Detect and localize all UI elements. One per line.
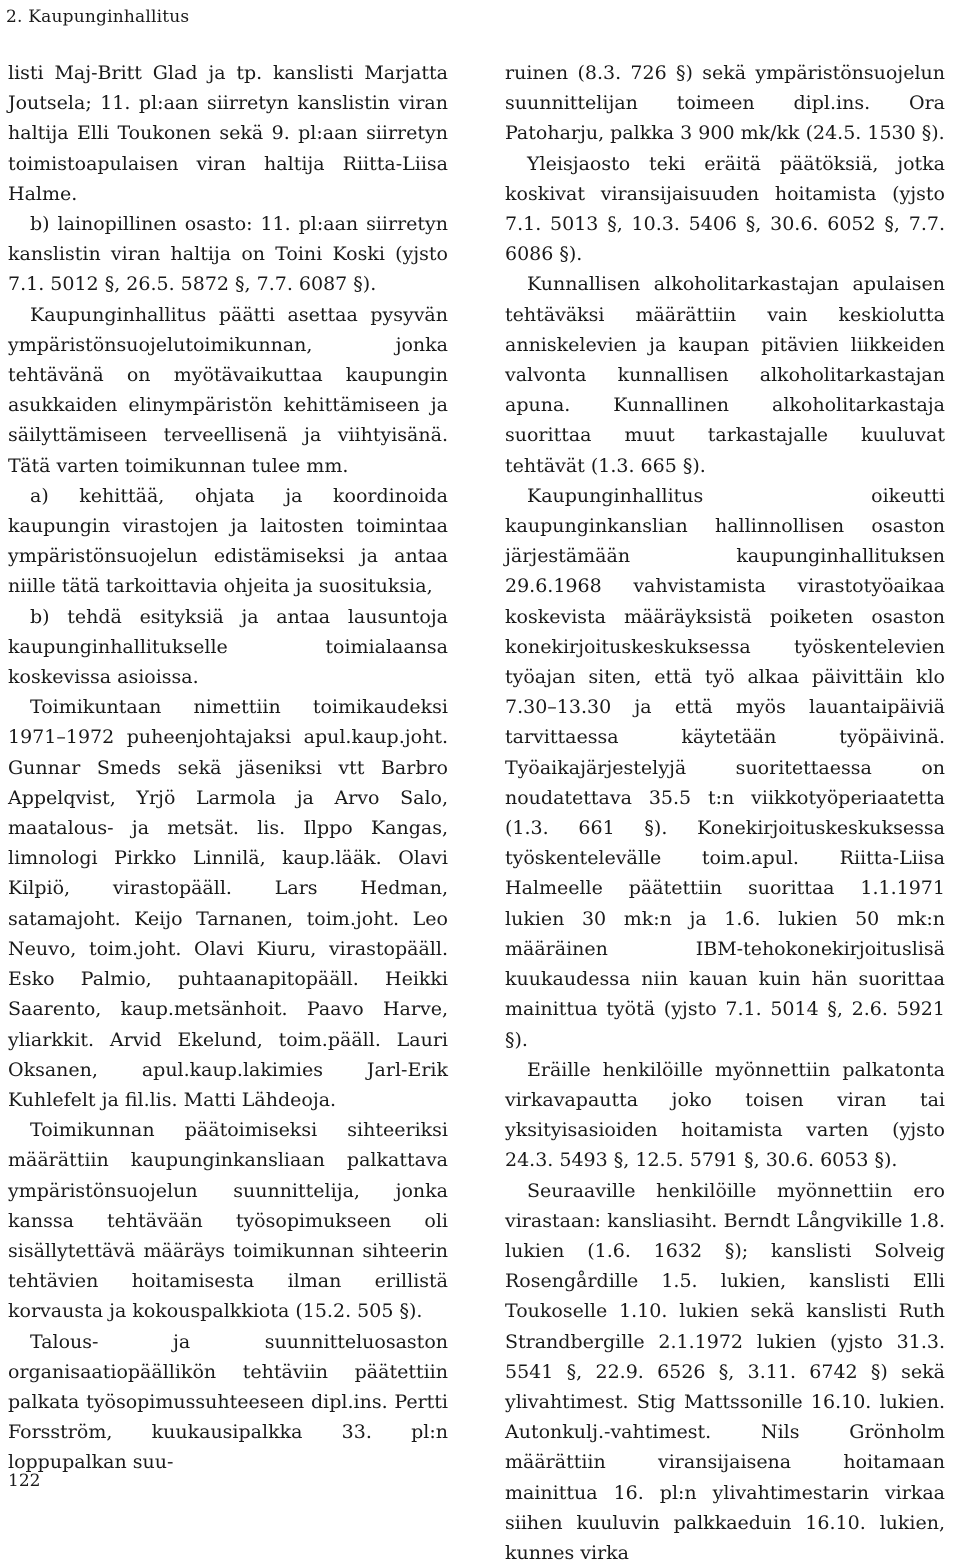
paragraph: Talous- ja suunnitteluosaston organisaatiopäällikön tehtäviin päätettiin palkata työsopimussuhteeseen dipl.ins. Pertti Forsström, kuukausipalkka 33. pl:n loppupalkan suu- (8, 1330, 448, 1474)
page-number: 122 (8, 1471, 41, 1491)
paragraph: Eräille henkilöille myönnettiin palkatonta virkavapautta joko toisen viran tai yksityisasioiden hoitamista varten (yjsto 24.3. 5493 §, 12.5. 5791 §, 30.6. 6053 §). (505, 1058, 945, 1172)
paragraph: Kunnallisen alkoholitarkastajan apulaisen tehtäväksi määrättiin vain keskiolutta anniskelevien ja kaupan pitävien liikkeiden valvonta kunnallisen alkoholitarkastajan apuna. Kunnallinen alkoholitarkastaja suorittaa muut tarkastajalle kuuluvat tehtävät (1.3. 665 §). (505, 273, 945, 477)
right-text-column (505, 58, 945, 1568)
paragraph: listi Maj-Britt Glad ja tp. kanslisti Marjatta Joutsela; 11. pl:aan siirretyn kanslistin viran haltija Elli Toukonen sekä 9. pl:aan siirretyn toimistoapulaisen viran haltija Riitta-Liisa Halme. (8, 62, 448, 205)
paragraph: Toimikunnan päätoimiseksi sihteeriksi määrättiin kaupunginkansliaan palkattava ympäristönsuojelun suunnittelija, jonka kanssa tehtävään työsopimukseen oli sisällytettävä määräys toimikunnan sihteerin tehtävien hoitamisesta ilman erillistä korvausta ja kokouspalkkiota (15.2. 505 §). (8, 1119, 448, 1323)
paragraph: a) kehittää, ohjata ja koordinoida kaupungin virastojen ja laitosten toimintaa ympäristönsuojelun edistämiseksi ja antaa niille tätä tarkoittavia ohjeita ja suosituksia, (8, 484, 448, 598)
paragraph: Yleisjaosto teki eräitä päätöksiä, jotka koskivat viransijaisuuden hoitamista (yjsto 7.1. 5013 §, 10.3. 5406 §, 30.6. 6052 §, 7.7. 6086 §). (505, 152, 945, 266)
paragraph: b) lainopillinen osasto: 11. pl:aan siirretyn kanslistin viran haltija on Toini Koski (yjsto 7.1. 5012 §, 26.5. 5872 §, 7.7. 6087 §). (8, 213, 448, 296)
paragraph: b) tehdä esityksiä ja antaa lausuntoja kaupunginhallitukselle toimialaansa koskevissa asioissa. (8, 605, 448, 689)
paragraph: Kaupunginhallitus päätti asettaa pysyvän ympäristönsuojelutoimikunnan, jonka tehtävänä on myötävaikuttaa kaupungin asukkaiden elinympäristön kehittämiseen ja säilyttämiseen terveellisenä ja viihtyisänä. Tätä varten toimikunnan tulee mm. (8, 303, 448, 477)
left-text-column (8, 58, 448, 1478)
paragraph: Toimikuntaan nimettiin toimikaudeksi 1971–1972 puheenjohtajaksi apul.kaup.joht. Gunnar Smeds sekä jäseniksi vtt Barbro Appelqvist, Yrjö Larmola ja Arvo Salo, maatalous- ja metsät. lis. Ilppo Kangas, limnologi Pirkko Linnilä, kaup.lääk. Olavi Kilpiö, virastopääll. Lars Hedman, satamajoht. Keijo Tarnanen, toim.joht. Leo Neuvo, toim.joht. Olavi Kiuru, virastopääll. Esko Palmio, puhtaanapitopääll. Heikki Saarento, kaup.metsänhoit. Paavo Harve, yliarkkit. Arvid Ekelund, toim.pääll. Lauri Oksanen, apul.kaup.lakimies Jarl-Erik Kuhlefelt ja fil.lis. Matti Lähdeoja. (8, 696, 448, 1111)
paragraph: ruinen (8.3. 726 §) sekä ympäristönsuojelun suunnittelijan toimeen dipl.ins. Ora Patoharju, palkka 3 900 mk/kk (24.5. 1530 §). (505, 62, 945, 145)
paragraph: Seuraaville henkilöille myönnettiin ero virastaan: kansliasiht. Berndt Långvikille 1.8. lukien (1.6. 1632 §); kanslisti Solveig Rosengårdille 1.5. lukien, kanslisti Elli Toukoselle 1.10. lukien sekä kanslisti Ruth Strandbergille 2.1.1972 lukien (yjsto 31.3. 5541 §, 22.9. 6526 §, 3.11. 6742 §) sekä ylivahtimest. Stig Mattssonille 16.10. lukien. Autonkulj.-vahtimest. Nils Grönholm määrättiin viransijaisena hoitamaan mainittua 16. pl:n ylivahtimestarin virkaa siihen kuuluvin palkkaeduin 16.10. lukien, kunnes virka (505, 1179, 945, 1564)
running-header: 2. Kaupunginhallitus (6, 7, 190, 27)
paragraph: Kaupunginhallitus oikeutti kaupunginkanslian hallinnollisen osaston järjestämään kaupunginhallituksen 29.6.1968 vahvistamista virastotyöaikaa koskevista määräyksistä poiketen osaston konekirjoituskeskuksessa työskentelevien työajan siten, että työ alkaa päivittäin klo 7.30–13.30 ja että myös lauantaipäiviä tarvittaessa käytetään työpäivinä. Työaikajärjestelyjä suoritettaessa on noudatettava 35.5 t:n viikkotyöperiaatetta (1.3. 661 §). Konekirjoituskeskuksessa työskentelevälle toim.apul. Riitta-Liisa Halmeelle päätettiin suorittaa 1.1.1971 lukien 30 mk:n ja 1.6. lukien 50 mk:n määräinen IBM-tehokonekirjoituslisä kuukaudessa niin kauan kuin hän suorittaa mainittua työtä (yjsto 7.1. 5014 §, 2.6. 5921 §). (505, 484, 945, 1051)
